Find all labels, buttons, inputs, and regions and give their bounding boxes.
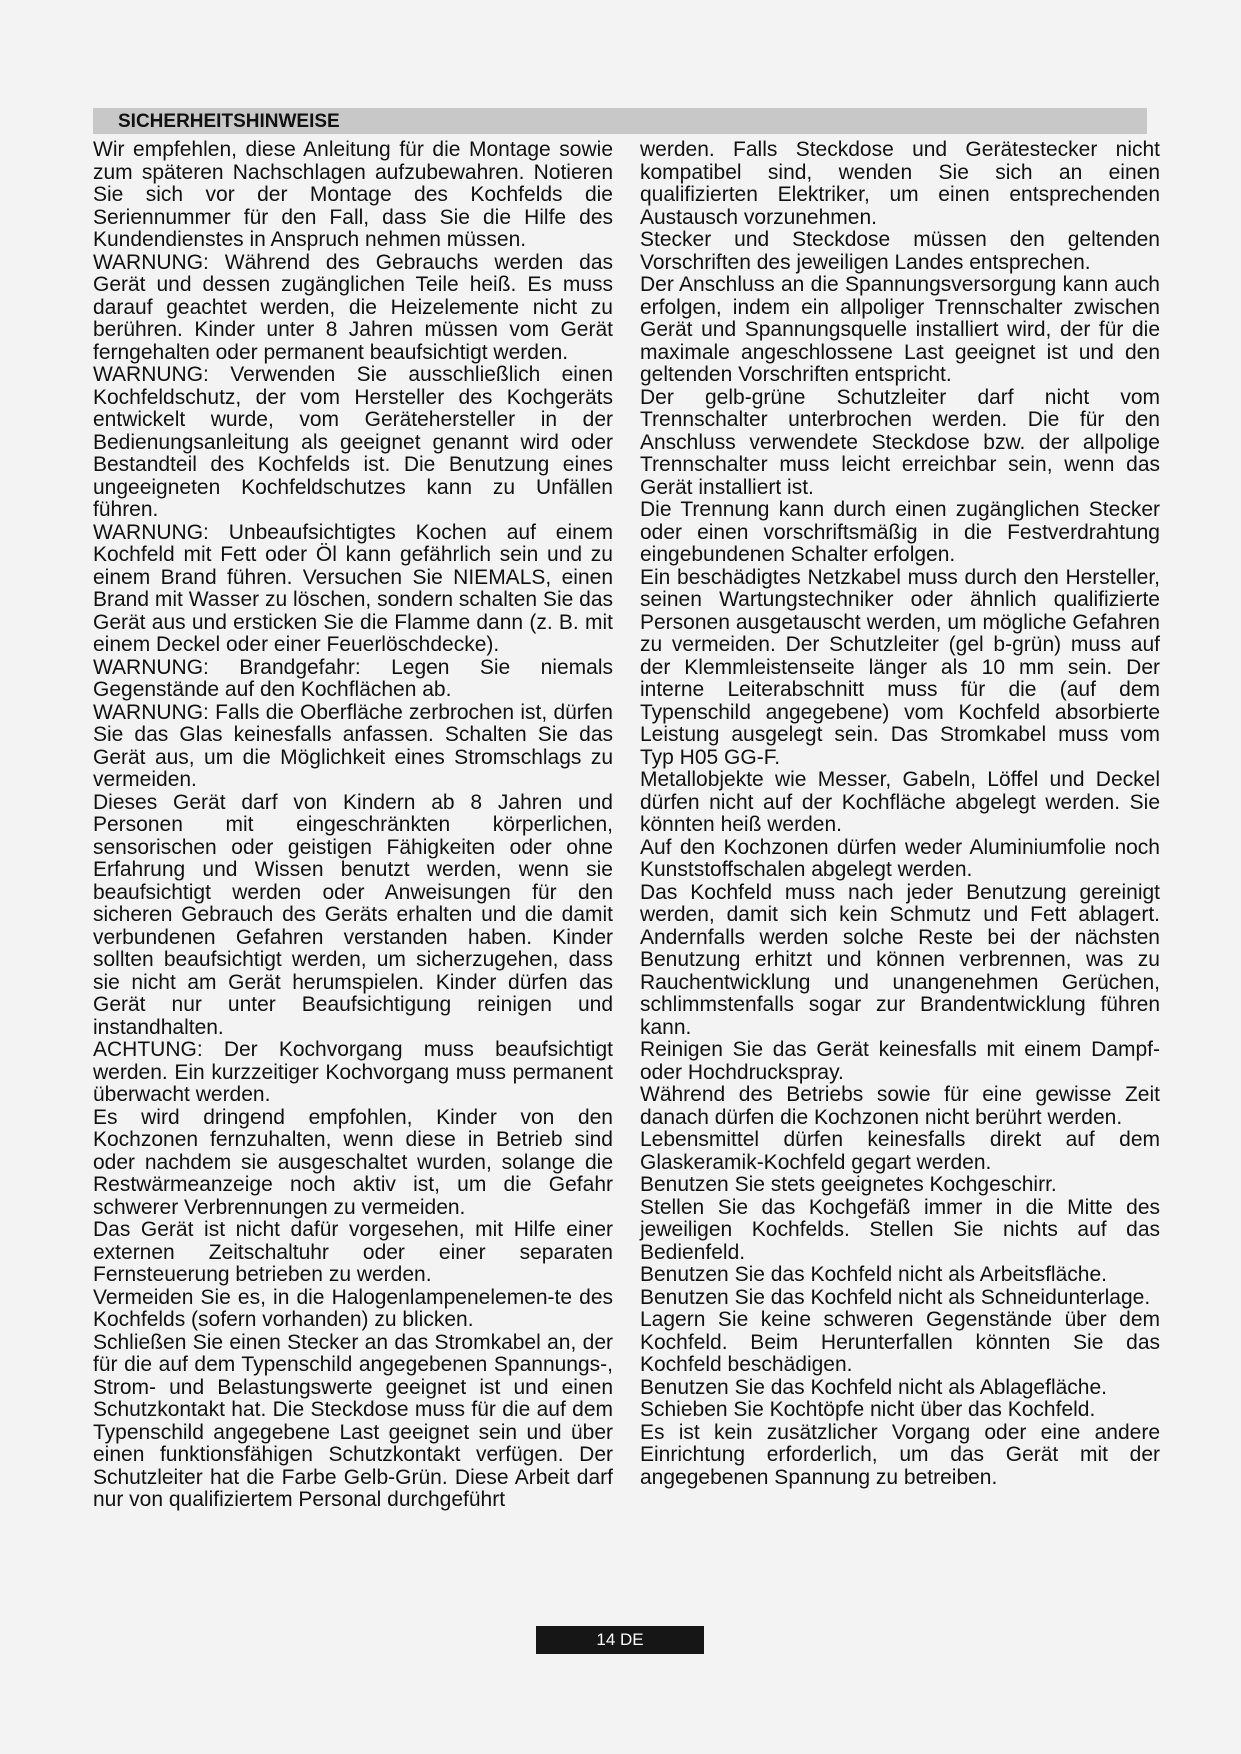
paragraph: WARNUNG: Während des Gebrauchs werden das Gerät und dessen zugänglichen Teile heiß. Es muss darauf geachtet werden, die Heizelemente nicht zu berühren. Kinder unter 8 Jahren müssen vom Gerät ferngehalten oder permanent beaufsichtigt werden. [93, 250, 613, 364]
paragraph: Benutzen Sie das Kochfeld nicht als Schneidunterlage. [640, 1285, 1151, 1309]
paragraph: ACHTUNG: Der Kochvorgang muss beaufsichtigt werden. Ein kurzzeitiger Kochvorgang muss permanent überwacht werden. [93, 1038, 613, 1106]
paragraph: werden. Falls Steckdose und Gerätestecker nicht kompatibel sind, wenden Sie sich an einen qualifizierten Elektriker, um einen entsprechenden Austausch vorzunehmen. [640, 138, 1160, 229]
paragraph: WARNUNG: Verwenden Sie ausschließlich einen Kochfeldschutz, der vom Hersteller des Kochgeräts entwickelt wurde, vom Gerätehersteller in der Bedienungsanleitung als geeignet genannt wird oder Bestandteil des Kochfelds ist. Die Benutzung eines ungeeigneten Kochfeldschutzes kann zu Unfällen führen. [93, 363, 613, 521]
paragraph: Vermeiden Sie es, in die Halogenlampenelemen-te des Kochfelds (sofern vorhanden) zu blicken. [93, 1285, 613, 1331]
paragraph: Schieben Sie Kochtöpfe nicht über das Kochfeld. [640, 1398, 1096, 1421]
paragraph: Der gelb-grüne Schutzleiter darf nicht vom Trennschalter unterbrochen werden. Die für den Anschluss verwendete Steckdose bzw. der allpolige Trennschalter muss leicht erreichbar sein, wenn das Gerät installiert ist. [640, 385, 1160, 499]
paragraph: Das Kochfeld muss nach jeder Benutzung gereinigt werden, damit sich kein Schmutz und Fett ablagert. Andernfalls werden solche Reste bei der nächsten Benutzung erhitzt und können verbrennen, was zu Rauchentwicklung und unangenehmen Gerüchen, schlimmstenfalls sogar zur Brandentwicklung führen kann. [640, 880, 1160, 1039]
paragraph: Es ist kein zusätzlicher Vorgang oder eine andere Einrichtung erforderlich, um das Gerät mit der angegebenen Spannung zu betreiben. [640, 1420, 1160, 1489]
paragraph: WARNUNG: Unbeaufsichtigtes Kochen auf einem Kochfeld mit Fett oder Öl kann gefährlich sein und zu einem Brand führen. Versuchen Sie NIEMALS, einen Brand mit Wasser zu löschen, sondern schalten Sie das Gerät aus und ersticken Sie die Flamme dann (z. B. mit einem Deckel oder einer Feuerlöschdecke). [93, 520, 613, 656]
section-header-bar [93, 108, 1147, 134]
paragraph: Während des Betriebs sowie für eine gewisse Zeit danach dürfen die Kochzonen nicht berührt werden. [640, 1083, 1160, 1129]
paragraph: Das Gerät ist nicht dafür vorgesehen, mit Hilfe einer externen Zeitschaltuhr oder einer separaten Fernsteuerung betrieben zu werden. [93, 1218, 613, 1286]
section-title: SICHERHEITSHINWEISE [118, 111, 340, 132]
paragraph: Lebensmittel dürfen keinesfalls direkt auf dem Glaskeramik-Kochfeld gegart werden. [640, 1128, 1160, 1174]
paragraph: Benutzen Sie das Kochfeld nicht als Arbeitsfläche. [640, 1263, 1107, 1286]
paragraph: Benutzen Sie das Kochfeld nicht als Ablagefläche. [640, 1375, 1107, 1399]
paragraph: WARNUNG: Falls die Oberfläche zerbrochen ist, dürfen Sie das Glas keinesfalls anfassen. Schalten Sie das Gerät aus, um die Möglichkeit eines Stromschlags zu vermeiden. [93, 700, 613, 791]
paragraph: WARNUNG: Brandgefahr: Legen Sie niemals Gegenstände auf den Kochflächen ab. [93, 655, 613, 701]
paragraph: Metallobjekte wie Messer, Gabeln, Löffel und Deckel dürfen nicht auf der Kochfläche abgelegt werden. Sie könnten heiß werden. [640, 768, 1160, 836]
left-column [93, 139, 613, 1512]
paragraph: Auf den Kochzonen dürfen weder Aluminiumfolie noch Kunststoffschalen abgelegt werden. [640, 835, 1160, 881]
paragraph: Der Anschluss an die Spannungsversorgung kann auch erfolgen, indem ein allpoliger Trennschalter zwischen Gerät und Spannungsquelle installiert wird, der für die maximale angeschlossene Last geeignet ist und den geltenden Vorschriften entspricht. [640, 273, 1160, 386]
paragraph: Benutzen Sie stets geeignetes Kochgeschirr. [640, 1173, 1057, 1196]
paragraph: Ein beschädigtes Netzkabel muss durch den Hersteller, seinen Wartungstechniker oder ähnlich qualifizierte Personen ausgetauscht werden, um mögliche Gefahren zu vermeiden. Der Schutzleiter (gel b-grün) muss auf der Klemmleistenseite länger als 10 mm sein. Der interne Leiterabschnitt muss für die (auf dem Typenschild angegebene) vom Kochfeld absorbierte Leistung ausgelegt sein. Das Stromkabel muss vom Typ H05 GG-F. [640, 565, 1160, 769]
paragraph: Stecker und Steckdose müssen den geltenden Vorschriften des jeweiligen Landes entsprechen. [640, 228, 1160, 274]
paragraph: Die Trennung kann durch einen zugänglichen Stecker oder einen vorschriftsmäßig in die Festverdrahtung eingebundenen Schalter erfolgen. [640, 498, 1160, 566]
page-number-badge [536, 1626, 704, 1654]
paragraph: Es wird dringend empfohlen, Kinder von den Kochzonen fernzuhalten, wenn diese in Betrieb sind oder nachdem sie ausgeschaltet wurden, solange die Restwärmeanzeige noch aktiv ist, um die Gefahr schwerer Verbrennungen zu vermeiden. [93, 1105, 613, 1219]
paragraph: Reinigen Sie das Gerät keinesfalls mit einem Dampf- oder Hochdruckspray. [640, 1038, 1160, 1084]
paragraph: Schließen Sie einen Stecker an das Stromkabel an, der für die auf dem Typenschild angegebenen Spannungs-, Strom- und Belastungswerte geeignet ist und einen Schutzkontakt hat. Die Steckdose muss für die auf dem Typenschild angegebene Last geeignet sein und über einen funktionsfähigen Schutzkontakt verfügen. Der Schutzleiter hat die Farbe Gelb-Grün. Diese Arbeit darf nur von qualifiziertem Personal durchgeführt [93, 1330, 613, 1511]
paragraph: Lagern Sie keine schweren Gegenstände über dem Kochfeld. Beim Herunterfallen könnten Sie das Kochfeld beschädigen. [640, 1308, 1160, 1376]
paragraph: Wir empfehlen, diese Anleitung für die Montage sowie zum späteren Nachschlagen aufzubewahren. Notieren Sie sich vor der Montage des Kochfelds die Seriennummer für den Fall, dass Sie die Hilfe des Kundendienstes in Anspruch nehmen müssen. [93, 138, 613, 251]
page-number: 14 DE [596, 1630, 644, 1649]
paragraph: Stellen Sie das Kochgefäß immer in die Mitte des jeweiligen Kochfelds. Stellen Sie nichts auf das Bedienfeld. [640, 1195, 1160, 1264]
right-column [640, 139, 1160, 1489]
paragraph: Dieses Gerät darf von Kindern ab 8 Jahren und Personen mit eingeschränkten körperlichen, sensorischen oder geistigen Fähigkeiten oder ohne Erfahrung und Wissen benutzt werden, wenn sie beaufsichtigt werden oder Anweisungen für den sicheren Gebrauch des Geräts erhalten und die damit verbundenen Gefahren verstanden haben. Kinder sollten beaufsichtigt werden, um sicherzugehen, dass sie nicht am Gerät herumspielen. Kinder dürfen das Gerät nur unter Beaufsichtigung reinigen und instandhalten. [93, 790, 613, 1039]
